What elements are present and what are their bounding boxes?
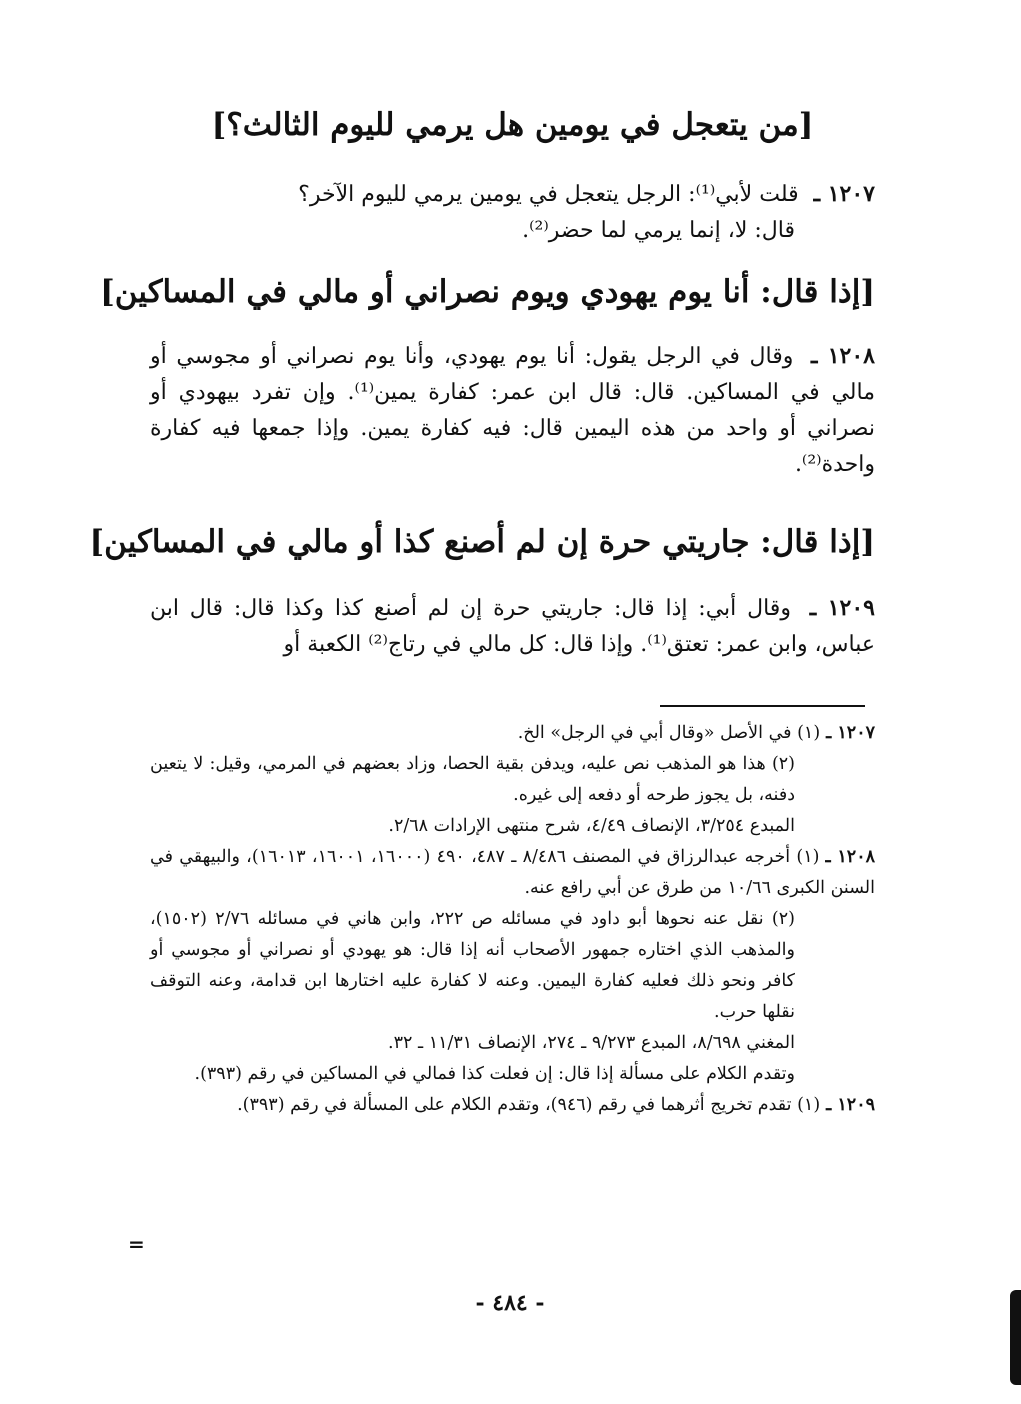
footnote xyxy=(150,718,875,749)
entry-number: ١٢٠٧ ـ xyxy=(813,181,875,207)
footnote-text: المبدع ٣/٢٥٤، الإنصاف ٤/٤٩، شرح منتهى الإرادات ٢/٦٨. xyxy=(388,816,795,836)
footnote xyxy=(150,1059,875,1090)
footnote-divider xyxy=(660,705,865,707)
footnote-text: المغني ٨/٦٩٨، المبدع ٩/٢٧٣ ـ ٢٧٤، الإنصاف ١١/٣١ ـ ٣٢. xyxy=(388,1033,795,1053)
footnote-text: (٢) نقل عنه نحوها أبو داود في مسائله ص ٢٢٢، وابن هاني في مسائله ٢/٧٦ (١٥٠٢)، والمذهب الذي اختاره جمهور الأصحاب أنه إذا قال: هو يهودي أو نصراني أو مجوسي أو كافر ونحو ذلك فعليه كفارة اليمين. وعنه لا كفارة عليه اختارها ابن قدامة، وعنه التوقف نقلها حرب. xyxy=(150,909,795,1022)
entry-text: وقال في الرجل يقول: أنا يوم يهودي، وأنا يوم نصراني أو مجوسي أو مالي في المساكين. قال: قال ابن عمر: كفارة يمين⁽¹⁾. وإن تفرد بيهودي أو نصراني أو واحد من هذه اليمين قال: فيه كفارة يمين. وإذا جمعها فيه كفارة واحدة⁽²⁾. xyxy=(150,344,875,477)
footnote xyxy=(150,904,875,1028)
footnote xyxy=(150,749,875,811)
paragraph xyxy=(150,338,875,483)
entry-1209 xyxy=(150,590,875,663)
section-heading-2: [إذا قال: أنا يوم يهودي ويوم نصراني أو مالي في المساكين] xyxy=(100,274,875,310)
entry-1207 xyxy=(150,176,875,249)
entry-continuation: قال: لا، إنما يرمي لما حضر⁽²⁾. xyxy=(522,218,795,243)
entry-number: ١٢٠٨ ـ xyxy=(810,343,875,369)
footnote-number: ١٢٠٩ ـ xyxy=(826,1095,875,1115)
footnote-number: ١٢٠٧ ـ xyxy=(826,723,875,743)
footnote xyxy=(150,1090,875,1121)
footnote xyxy=(150,1028,875,1059)
section-heading-1: [من يتعجل في يومين هل يرمي لليوم الثالث؟] xyxy=(211,107,814,143)
footnote-text: (١) أخرجه عبدالرزاق في المصنف ٨/٤٨٦ ـ ٤٨٧، ٤٩٠ (١٦٠٠٠، ١٦٠٠١، ١٦٠١٣)، والبيهقي في السنن الكبرى ١٠/٦٦ من طرق عن أبي رافع عنه. xyxy=(150,847,875,898)
entry-number: ١٢٠٩ ـ xyxy=(809,595,875,621)
footnotes xyxy=(150,718,875,1121)
page-edge-shadow xyxy=(1010,1290,1021,1385)
footnote xyxy=(150,842,875,904)
entry-text: وقال أبي: إذا قال: جاريتي حرة إن لم أصنع كذا وكذا قال: قال ابن عباس، وابن عمر: تعتق⁽¹⁾. وإذا قال: كل مالي في رتاج⁽²⁾ الكعبة أو xyxy=(150,596,875,657)
paragraph xyxy=(150,176,875,249)
footnote-text: وتقدم الكلام على مسألة إذا قال: إن فعلت كذا فمالي في المساكين في رقم (٣٩٣). xyxy=(194,1064,795,1084)
footnote-text: (٢) هذا هو المذهب نص عليه، ويدفن بقية الحصا، وزاد بعضهم في المرمي، وقيل: لا يتعين دفنه، بل يجوز طرحه أو دفعه إلى غيره. xyxy=(150,754,795,805)
entry-text: قلت لأبي⁽¹⁾: الرجل يتعجل في يومين يرمي لليوم الآخر؟ xyxy=(298,182,799,207)
paragraph xyxy=(150,590,875,663)
entry-1208 xyxy=(150,338,875,483)
footnote-text: (١) تقدم تخريج أثرهما في رقم (٩٤٦)، وتقدم الكلام على المسألة في رقم (٣٩٣). xyxy=(237,1095,821,1115)
continuation-mark: = xyxy=(128,1232,145,1256)
page-number: - ٤٨٤ - xyxy=(475,1290,545,1316)
footnote-text: (١) في الأصل «وقال أبي في الرجل» الخ. xyxy=(517,723,821,743)
footnote xyxy=(150,811,875,842)
section-heading-3: [إذا قال: جاريتي حرة إن لم أصنع كذا أو مالي في المساكين] xyxy=(89,524,875,560)
footnote-number: ١٢٠٨ ـ xyxy=(825,847,876,867)
